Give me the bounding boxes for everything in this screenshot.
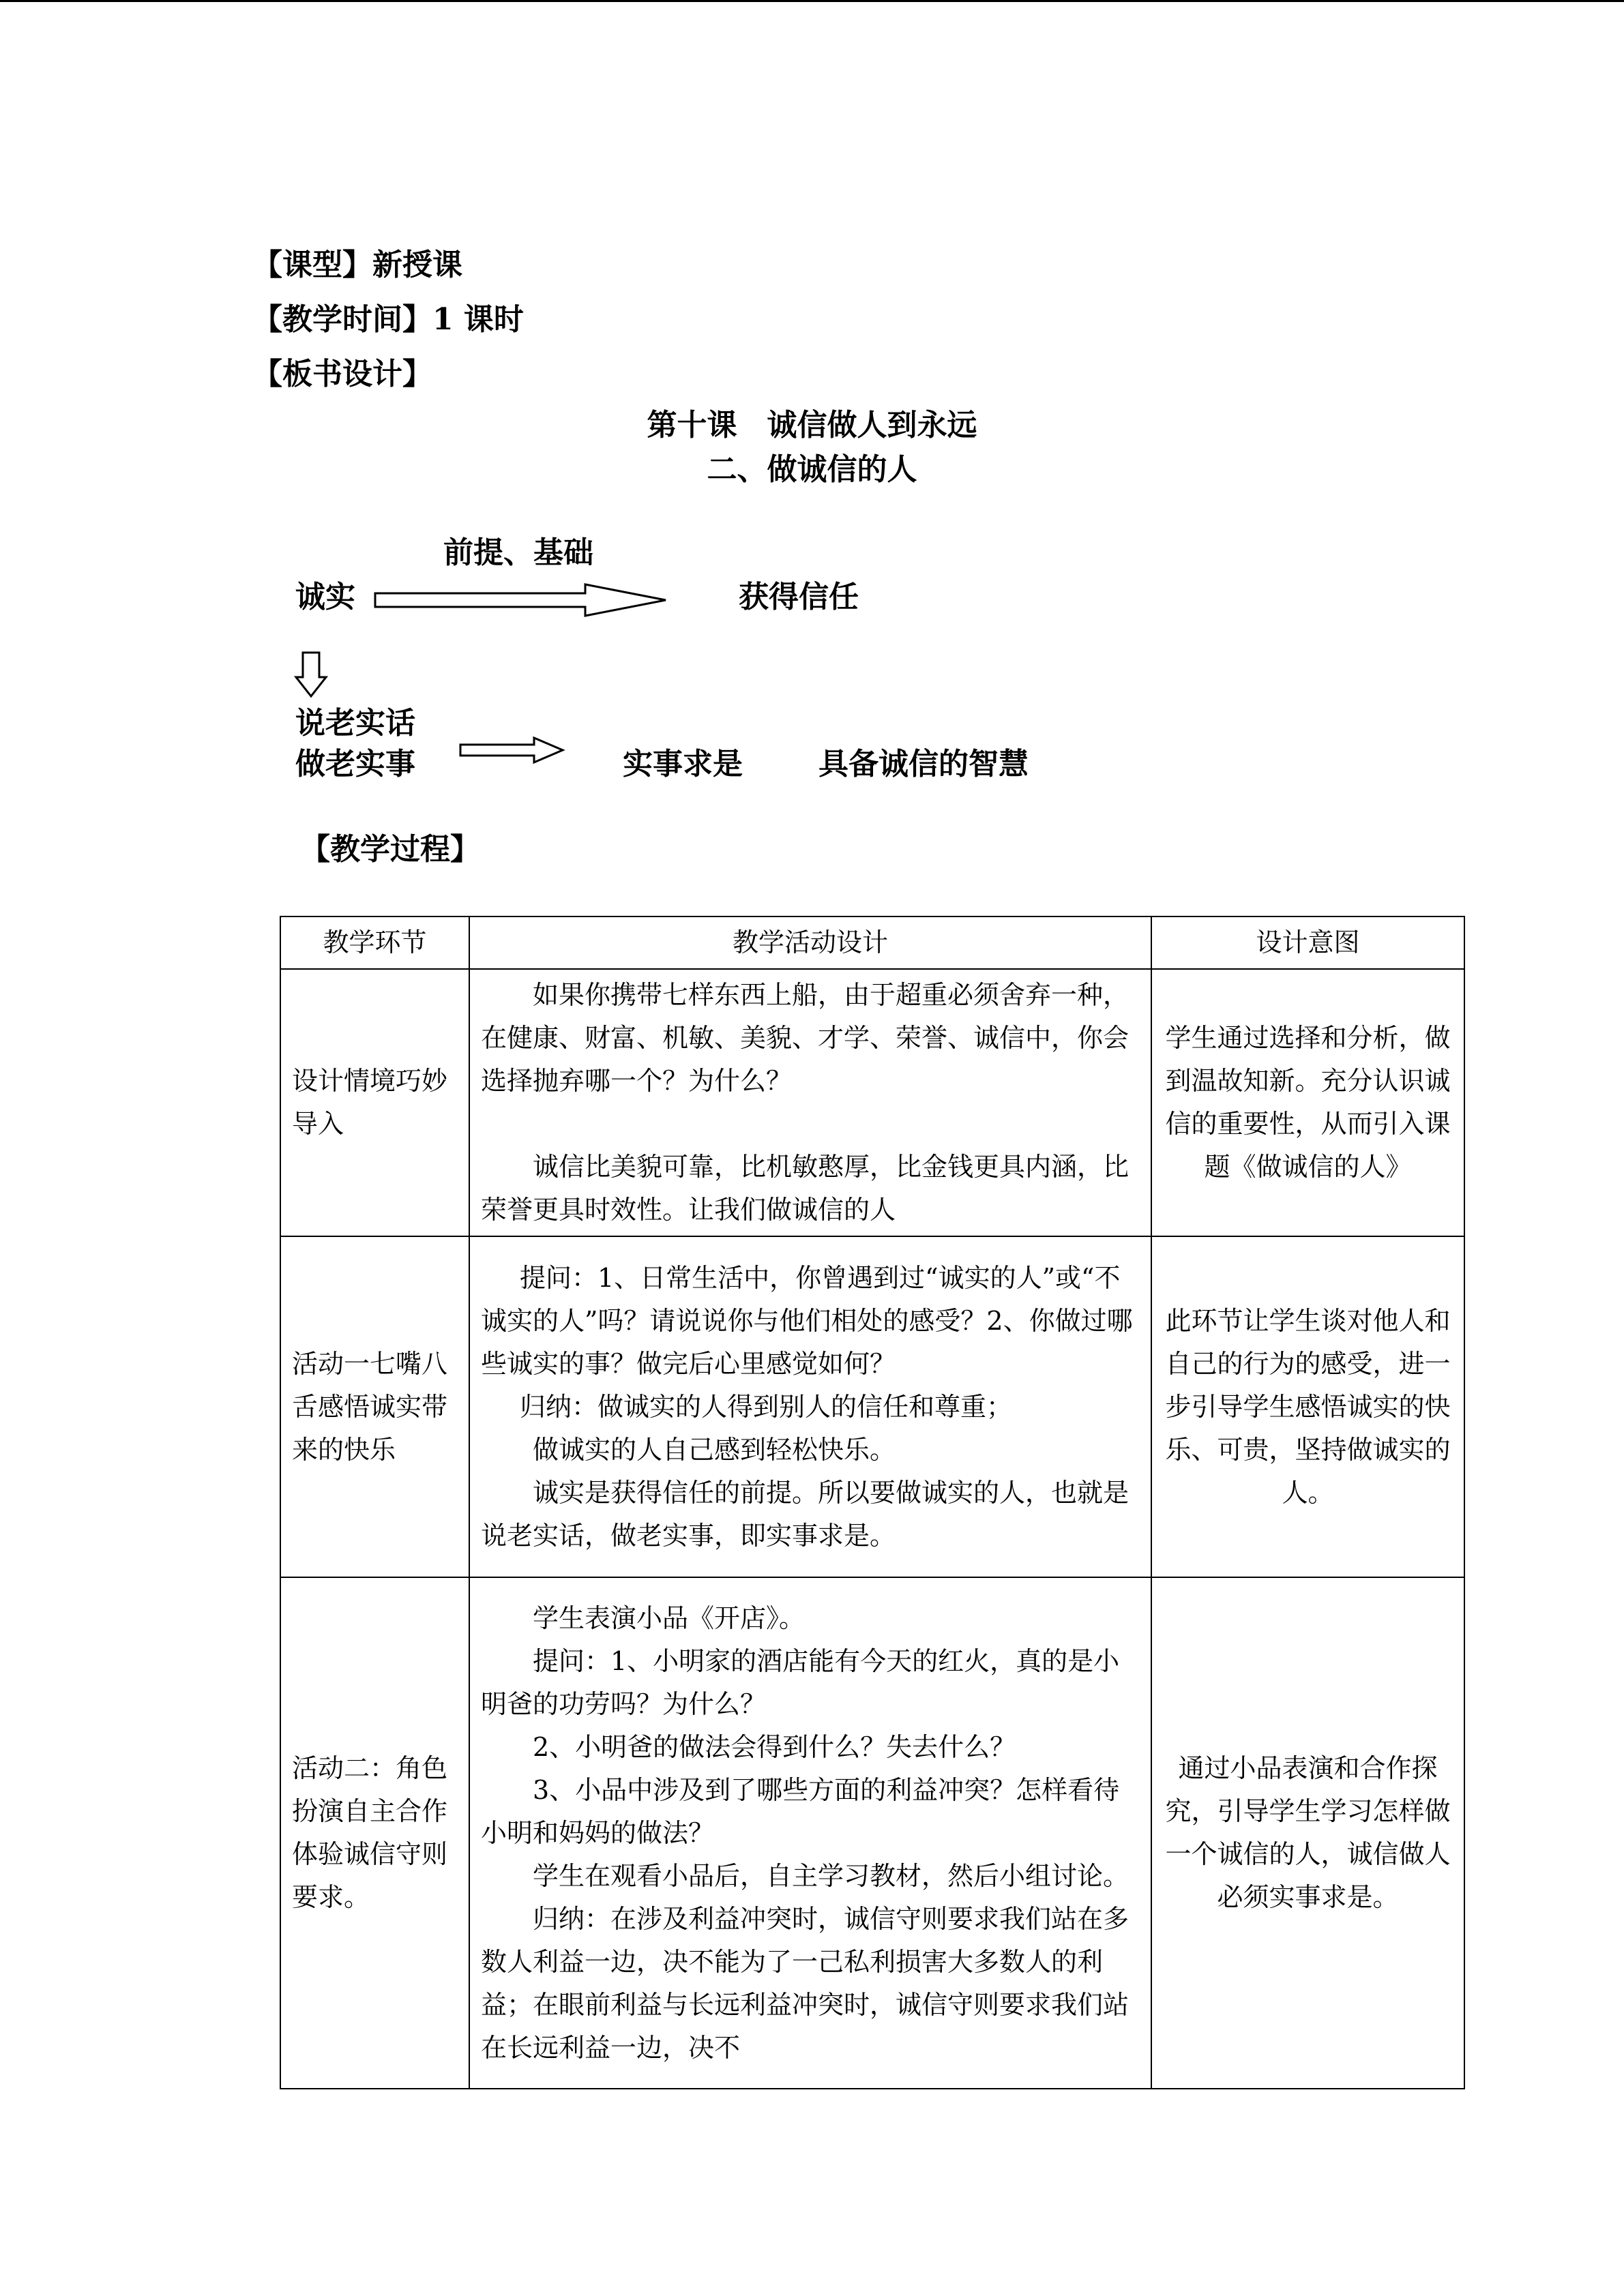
row-activity: 如果你携带七样东西上船，由于超重必须舍弃一种，在健康、财富、机敏、美貌、才学、荣誉、诚信中，你会选择抛弃哪一个？为什么？ 诚信比美貌可靠，比机敏憨厚，比金钱更具内涵，比荣誉更具时效性。让我们做诚信的人 [469, 969, 1151, 1236]
board-subtitle: 二、做诚信的人 [707, 452, 917, 487]
header-intent: 设计意图 [1151, 916, 1464, 969]
row-stage: 设计情境巧妙导入 [280, 969, 469, 1236]
right-arrow-icon [374, 583, 668, 617]
board-seek-truth: 实事求是 [623, 747, 743, 781]
process-heading: 【教学过程】 [300, 832, 480, 867]
right-arrow-small-icon [459, 736, 565, 764]
row-stage: 活动一七嘴八舌感悟诚实带来的快乐 [280, 1236, 469, 1577]
board-trust: 获得信任 [739, 580, 859, 614]
row-intent: 通过小品表演和合作探究，引导学生学习怎样做一个诚信的人，诚信做人必须实事求是。 [1151, 1577, 1464, 2089]
board-premise-label: 前提、基础 [443, 535, 593, 570]
top-border-line [0, 0, 1624, 2]
teaching-time: 【教学时间】1 课时 [252, 302, 524, 337]
course-type: 【课型】新授课 [252, 248, 462, 282]
down-arrow-icon [295, 651, 327, 698]
row-intent: 此环节让学生谈对他人和自己的行为的感受，进一步引导学生感悟诚实的快乐、可贵，坚持做诚实的人。 [1151, 1236, 1464, 1577]
table-row [280, 969, 1464, 1236]
table-header-row [280, 916, 1464, 969]
row-activity: 提问：1、日常生活中，你曾遇到过“诚实的人”或“不诚实的人”吗？请说说你与他们相处的感受？2、你做过哪些诚实的事？做完后心里感觉如何？ 归纳：做诚实的人得到别人的信任和尊重； 做诚实的人自己感到轻松快乐。 诚实是获得信任的前提。所以要做诚实的人，也就是说老实话，做老实事，即实事求是。 [469, 1236, 1151, 1577]
row-intent: 学生通过选择和分析，做到温故知新。充分认识诚信的重要性，从而引入课题《做诚信的人》 [1151, 969, 1464, 1236]
board-wisdom: 具备诚信的智慧 [818, 747, 1029, 781]
table-row [280, 1577, 1464, 2089]
board-title: 第十课 诚信做人到永远 [647, 408, 977, 443]
header-stage: 教学环节 [280, 916, 469, 969]
board-do-truth: 做老实事 [295, 747, 415, 781]
board-design-label: 【板书设计】 [252, 357, 432, 391]
header-activity: 教学活动设计 [469, 916, 1151, 969]
table-row [280, 1236, 1464, 1577]
board-speak-truth: 说老实话 [295, 706, 415, 741]
row-activity: 学生表演小品《开店》。 提问：1、小明家的酒店能有今天的红火，真的是小明爸的功劳吗？为什么？ 2、小明爸的做法会得到什么？失去什么？ 3、小品中涉及到了哪些方面的利益冲突？怎样看待小明和妈妈的做法？ 学生在观看小品后，自主学习教材，然后小组讨论。 归纳：在涉及利益冲突时，诚信守则要求我们站在多数人利益一边，决不能为了一己私利损害大多数人的利益；在眼前利益与长远利益冲突时，诚信守则要求我们站在长远利益一边，决不 [469, 1577, 1151, 2089]
row-stage: 活动二：角色扮演自主合作体验诚信守则要求。 [280, 1577, 469, 2089]
lesson-table [280, 916, 1465, 2089]
board-honesty: 诚实 [295, 580, 355, 614]
